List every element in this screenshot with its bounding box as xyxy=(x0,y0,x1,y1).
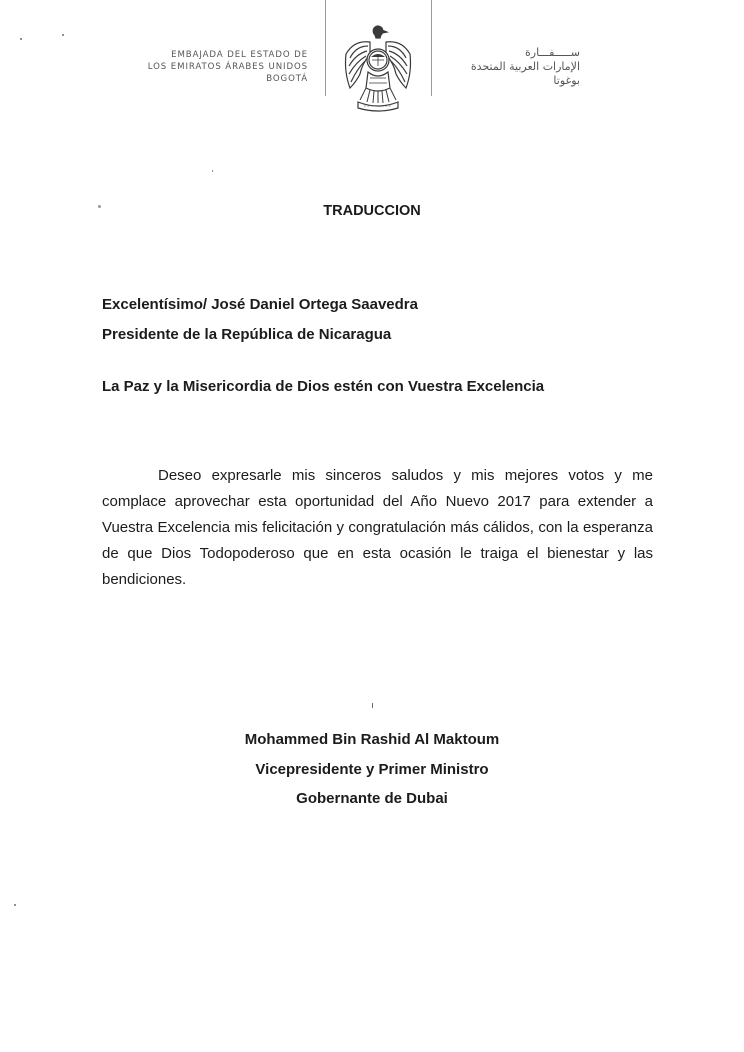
greeting-line: La Paz y la Misericordia de Dios estén con Vuestra Excelencia xyxy=(102,378,545,395)
addressee-name: Excelentísimo/ José Daniel Ortega Saavedra xyxy=(102,296,418,313)
signatory-role: Vicepresidente y Primer Ministro xyxy=(255,760,489,778)
embassy-name-arabic xyxy=(448,46,580,88)
scan-speck xyxy=(20,38,22,40)
embassy-line-arabic: ســـــفـــارة xyxy=(525,46,580,59)
signatory-office: Gobernante de Dubai xyxy=(296,790,448,807)
scan-speck xyxy=(212,170,213,172)
document-title: TRADUCCION xyxy=(323,203,421,219)
letterhead xyxy=(0,0,744,130)
body-paragraph: Deseo expresarle mis sinceros saludos y mis mejores votos y me complace aprovechar esta oportunidad del Año Nuevo 2017 para extender a Vuestra Excelencia mis felicitación y congratulación más cálidos, con la esperanza de que Dios Todopoderoso que en esta ocasión le traiga el bienestar y las bendiciones. xyxy=(102,467,653,588)
embassy-line: BOGOTÁ xyxy=(266,74,308,84)
scan-speck xyxy=(14,904,16,906)
falcon-emblem-icon xyxy=(340,24,416,114)
embassy-line: LOS EMIRATOS ÁRABES UNIDOS xyxy=(147,62,308,72)
scan-speck xyxy=(372,703,373,708)
embassy-name-spanish xyxy=(148,49,308,85)
scan-speck xyxy=(62,34,64,36)
letterhead-divider-right xyxy=(431,0,432,96)
embassy-line: EMBAJADA DEL ESTADO DE xyxy=(171,50,308,60)
signature-block xyxy=(0,725,744,814)
signatory-name: Mohammed Bin Rashid Al Maktoum xyxy=(244,731,500,748)
letterhead-divider-left xyxy=(325,0,326,96)
addressee-block xyxy=(102,290,418,350)
addressee-title: Presidente de la República de Nicaragua xyxy=(102,326,392,343)
embassy-line-arabic: بوغوتا xyxy=(553,74,580,87)
embassy-line-arabic: الإمارات العربية المتحدة xyxy=(470,60,580,73)
